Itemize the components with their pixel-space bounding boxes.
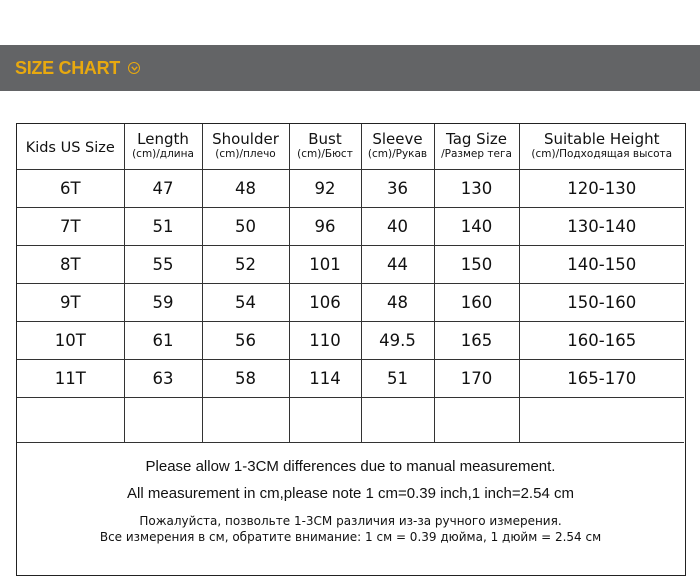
table-cell [361,397,434,442]
table-cell: 36 [361,169,434,207]
table-cell: 63 [124,359,202,397]
table-cell: 11T [17,359,124,397]
table-cell [289,397,361,442]
note-english-line-2: All measurement in cm,please note 1 cm=0.39 inch,1 inch=2.54 cm [127,485,574,502]
table-cell: 130-140 [519,207,684,245]
table-header-row [17,124,684,169]
table-cell: 59 [124,283,202,321]
table-row [17,245,684,283]
table-cell: 165-170 [519,359,684,397]
table-cell: 47 [124,169,202,207]
table-cell: 160 [434,283,519,321]
size-table [17,124,684,443]
table-cell [17,397,124,442]
note-english-line-1: Please allow 1-3CM differences due to manual measurement. [145,458,556,475]
table-cell: 7T [17,207,124,245]
note-russian-line-1: Пожалуйста, позвольте 1-3CM различия из-за ручного измерения. [139,514,562,528]
table-cell: 140 [434,207,519,245]
note-russian-line-2: Все измерения в см, обратите внимание: 1 см = 0.39 дюйма, 1 дюйм = 2.54 см [99,530,602,544]
table-cell: 140-150 [519,245,684,283]
table-cell: 40 [361,207,434,245]
table-cell: 61 [124,321,202,359]
table-cell [519,397,684,442]
table-cell: 10T [17,321,124,359]
header-title: SIZE CHART [15,57,121,78]
table-row [17,169,684,207]
table-cell: 165 [434,321,519,359]
table-cell: 51 [124,207,202,245]
table-cell: 49.5 [361,321,434,359]
table-cell [124,397,202,442]
table-cell: 44 [361,245,434,283]
table-cell: 48 [361,283,434,321]
column-header: Bust (cm)/Бюст [289,124,361,169]
chevron-down-circle-icon [128,62,140,74]
table-row [17,359,684,397]
table-row [17,207,684,245]
table-cell [202,397,289,442]
table-cell: 8T [17,245,124,283]
table-cell: 58 [202,359,289,397]
header-bar [0,45,700,91]
table-cell: 101 [289,245,361,283]
table-cell: 48 [202,169,289,207]
column-header: Sleeve (cm)/Рукав [361,124,434,169]
table-cell: 52 [202,245,289,283]
table-cell: 120-130 [519,169,684,207]
table-cell: 6T [17,169,124,207]
column-header: Tag Size /Размер тега [434,124,519,169]
column-header: Kids US Size [17,124,124,169]
table-cell: 96 [289,207,361,245]
table-cell: 9T [17,283,124,321]
table-row-empty [17,397,684,442]
column-header: Suitable Height (cm)/Подходящая высота [519,124,684,169]
table-cell: 55 [124,245,202,283]
column-header: Shoulder (cm)/плечо [202,124,289,169]
table-cell: 130 [434,169,519,207]
size-chart-frame [16,123,686,576]
column-header: Length (cm)/длина [124,124,202,169]
table-cell [434,397,519,442]
table-cell: 51 [361,359,434,397]
table-cell: 150 [434,245,519,283]
table-cell: 150-160 [519,283,684,321]
table-cell: 170 [434,359,519,397]
table-cell: 110 [289,321,361,359]
table-cell: 114 [289,359,361,397]
table-cell: 50 [202,207,289,245]
table-cell: 56 [202,321,289,359]
table-row [17,321,684,359]
table-cell: 106 [289,283,361,321]
table-cell: 92 [289,169,361,207]
table-cell: 160-165 [519,321,684,359]
table-cell: 54 [202,283,289,321]
table-row [17,283,684,321]
